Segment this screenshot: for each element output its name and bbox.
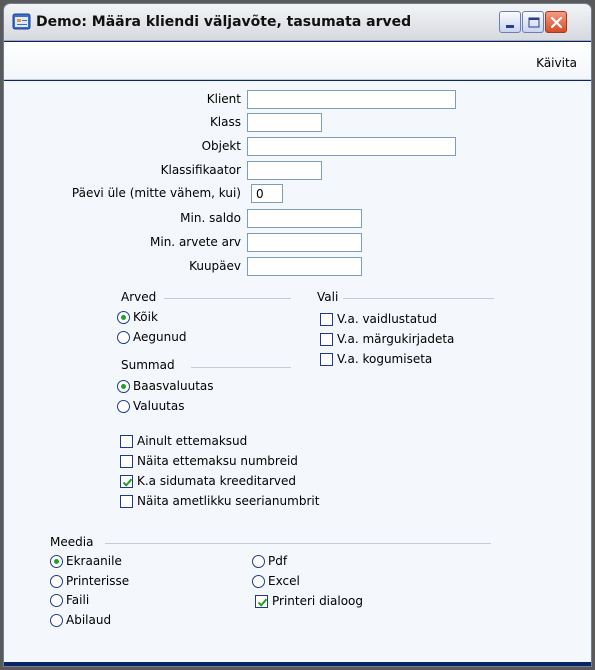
title-bar[interactable]: [4, 4, 591, 41]
arved-heading: Arved: [121, 290, 157, 304]
paevi-ule-input[interactable]: [251, 184, 283, 203]
radio-baasvaluutas[interactable]: [117, 379, 214, 393]
radio-indicator: [117, 400, 130, 413]
checkbox-label: Näita ametlikku seerianumbrit: [137, 494, 320, 508]
checkbox-label: Ainult ettemaksud: [137, 434, 248, 448]
field-label-min-arvete-arv: Min. arvete arv: [150, 235, 241, 249]
radio-indicator: [50, 575, 63, 588]
radio-indicator: [50, 614, 63, 627]
field-label-min-saldo: Min. saldo: [180, 211, 241, 225]
radio-label: Printerisse: [66, 574, 130, 588]
field-label-klassifikaator: Klassifikaator: [160, 163, 241, 177]
meedia-divider: [105, 543, 491, 544]
checkbox-label: K.a sidumata kreeditarved: [137, 474, 297, 488]
summad-heading: Summad: [121, 358, 175, 372]
checkbox-label: V.a. märgukirjadeta: [337, 332, 455, 346]
dialog-window: [3, 3, 592, 667]
summad-divider: [191, 367, 291, 368]
document-window-icon: [12, 13, 31, 30]
klassifikaator-input[interactable]: [247, 161, 322, 180]
klass-input[interactable]: [247, 113, 322, 132]
min-arvete-arv-input[interactable]: [247, 233, 362, 252]
checkbox: [120, 435, 133, 448]
radio-valuutas[interactable]: [117, 399, 185, 413]
checkbox: [320, 353, 333, 366]
radio-label: Pdf: [268, 554, 288, 568]
meedia-heading: Meedia: [50, 535, 94, 549]
checkbox-label: V.a. vaidlustatud: [337, 312, 438, 326]
checkmark-icon: [256, 596, 269, 609]
checkbox-label: Printeri dialoog: [272, 594, 364, 608]
checkbox: [120, 455, 133, 468]
arved-divider: [164, 298, 291, 299]
field-label-kuupaev: Kuupäev: [189, 259, 241, 273]
check-printeri-dialoog[interactable]: [255, 594, 363, 608]
radio-indicator: [50, 555, 63, 568]
checkbox-label: V.a. kogumiseta: [337, 352, 433, 366]
radio-indicator: [252, 555, 265, 568]
check-va-kogumiseta[interactable]: [320, 352, 432, 366]
radio-aegunud[interactable]: [117, 330, 186, 344]
kuupaev-input[interactable]: [247, 257, 362, 276]
radio-indicator: [252, 575, 265, 588]
field-label-paevi-ule: Päevi üle (mitte vähem, kui): [71, 186, 241, 200]
radio-label: Ekraanile: [66, 554, 122, 568]
radio-label: Aegunud: [133, 330, 187, 344]
form-area: [4, 81, 591, 662]
radio-ekraanile[interactable]: [50, 554, 122, 568]
radio-label: Faili: [66, 593, 90, 607]
radio-label: Abilaud: [66, 613, 112, 627]
check-va-vaidlustatud[interactable]: [320, 312, 437, 326]
min-saldo-input[interactable]: [247, 209, 362, 228]
radio-label: Valuutas: [133, 399, 185, 413]
radio-abilaud[interactable]: [50, 613, 111, 627]
minimize-button[interactable]: [499, 11, 521, 33]
window-title: Demo: Määra kliendi väljavõte, tasumata arved: [36, 14, 412, 30]
check-naita-ametlikku-seerianumbrit[interactable]: [120, 494, 319, 508]
toolbar: [4, 42, 591, 80]
checkbox: [255, 595, 268, 608]
vali-heading: Vali: [317, 290, 339, 304]
run-button[interactable]: Käivita: [536, 56, 577, 70]
radio-faili[interactable]: [50, 593, 89, 607]
checkbox: [120, 475, 133, 488]
field-label-objekt: Objekt: [201, 139, 241, 153]
close-icon: [546, 12, 568, 34]
checkbox: [120, 495, 133, 508]
checkbox: [320, 313, 333, 326]
radio-indicator: [50, 594, 63, 607]
maximize-icon: [523, 12, 545, 34]
radio-indicator: [117, 311, 130, 324]
vali-divider: [343, 298, 494, 299]
radio-printerisse[interactable]: [50, 574, 129, 588]
radio-label: Excel: [268, 574, 300, 588]
checkbox: [320, 333, 333, 346]
close-button[interactable]: [545, 11, 567, 33]
minimize-icon: [500, 12, 522, 34]
checkmark-icon: [121, 476, 134, 489]
radio-indicator: [117, 380, 130, 393]
field-label-klient: Klient: [206, 92, 241, 106]
klient-input[interactable]: [247, 90, 456, 109]
check-ka-sidumata-kreeditarved[interactable]: [120, 474, 296, 488]
radio-indicator: [117, 331, 130, 344]
radio-pdf[interactable]: [252, 554, 287, 568]
radio-excel[interactable]: [252, 574, 300, 588]
radio-label: Kõik: [133, 310, 158, 324]
radio-label: Baasvaluutas: [133, 379, 214, 393]
check-va-margukirjadeta[interactable]: [320, 332, 454, 346]
radio-koik[interactable]: [117, 310, 158, 324]
checkbox-label: Näita ettemaksu numbreid: [137, 454, 298, 468]
check-naita-ettemaksu-numbreid[interactable]: [120, 454, 298, 468]
maximize-button[interactable]: [522, 11, 544, 33]
check-ainult-ettemaksud[interactable]: [120, 434, 247, 448]
objekt-input[interactable]: [247, 137, 456, 156]
field-label-klass: Klass: [209, 115, 241, 129]
